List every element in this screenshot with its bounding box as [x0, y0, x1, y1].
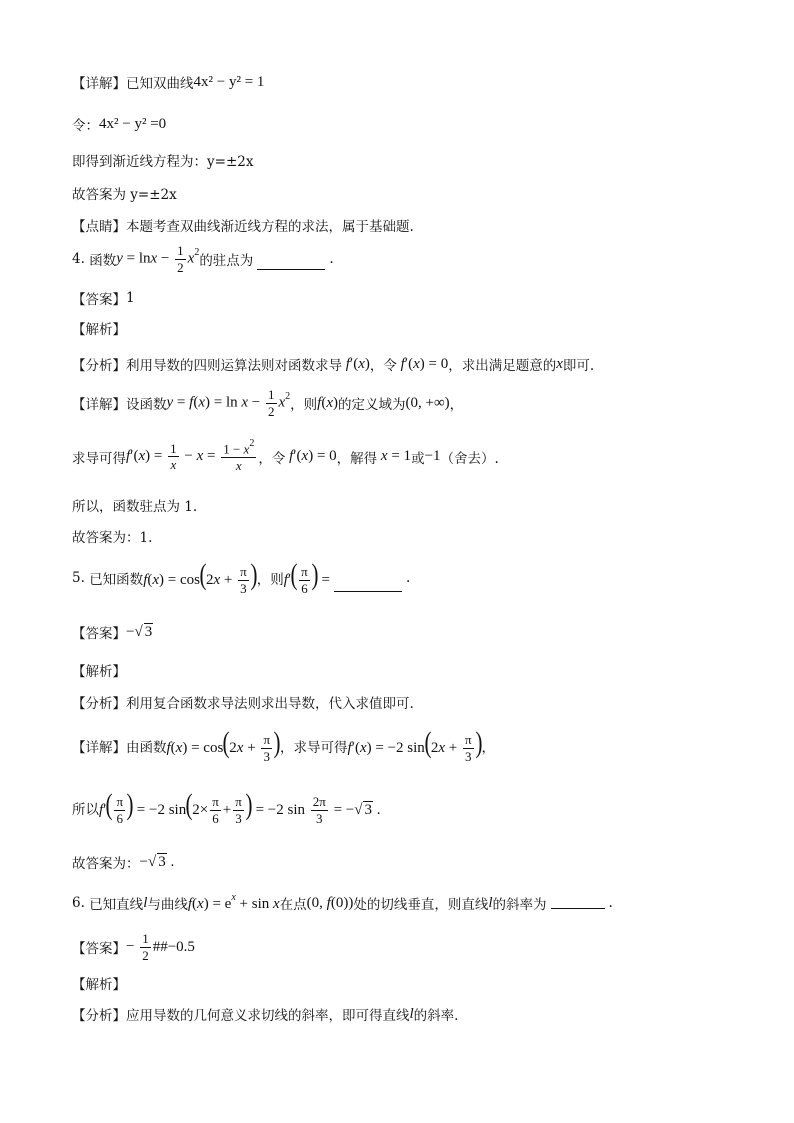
- q5-so-line: [72, 790, 380, 826]
- q4-final-text: 故答案为：1.: [72, 530, 153, 546]
- let-line: [72, 114, 166, 134]
- q5-xiangjie-deriv: f′(x) = −2 sin(2x + $\frac{\pi}{3}$ ): [347, 726, 483, 765]
- q4-so-text: 所以，函数驻点为 1.: [72, 499, 198, 515]
- question-6: 6. 已知直线 l 与曲线 $f(x) = e^x + \sin x$ 在点 (0, f(0)) 处的切线垂直，则直线 l 的斜率为 .: [72, 891, 613, 913]
- q4-xiangjie-label: 【详解】: [72, 397, 126, 414]
- q4-final-line: [72, 526, 152, 546]
- q5-final-text: 故答案为：: [72, 856, 140, 872]
- q4-xiangjie-t3: 的定义域为: [338, 397, 406, 414]
- q4-fenxi-t1: 利用导数的四则运算法则对函数求导: [126, 358, 342, 374]
- q6-t4: 处的切线垂直，则直线: [353, 897, 489, 913]
- q4-answer-value: 1: [126, 290, 135, 306]
- q5-xiangjie-t2: ，求导可得: [280, 739, 348, 756]
- answer-line-3: [72, 183, 177, 203]
- q4-fenxi-t3: ，求出满足题意的: [448, 358, 557, 374]
- q4-xiangjie-line: [72, 388, 463, 418]
- q5-fprime-value: f′( $\frac{\pi}{6}$ ) =: [283, 558, 330, 597]
- q6-fenxi-t1: 应用导数的几何意义求切线的斜率，即可得直线: [126, 1008, 410, 1024]
- q5-xiangjie-t1: 由函数: [126, 739, 167, 756]
- q5-mid: ，则: [256, 571, 284, 588]
- q4-function: y = lnx − $\frac{1}{2}$ $x^2$: [116, 243, 200, 275]
- q6-fenxi-t2: 的斜率.: [413, 1008, 459, 1024]
- q5-jiexi-label: 【解析】: [72, 664, 126, 680]
- comment-text: 本题考查双曲线渐近线方程的求法，属于基础题.: [126, 219, 414, 235]
- q6-t3: 在点: [279, 897, 307, 913]
- q5-function: f(x) = cos(2x + $\frac{\pi}{3}$ ): [143, 558, 258, 597]
- q6-fenxi-l: l: [409, 1005, 414, 1022]
- q4-so-line: [72, 495, 197, 515]
- q4-deriv-t4: 或: [411, 450, 425, 467]
- asymptote-line: [72, 150, 253, 170]
- detail-hyperbola-line: [72, 72, 264, 92]
- question-4: 4. 函数 y = lnx − $\frac{1}{2}$ $x^2$ 的驻点为 .: [72, 243, 334, 275]
- q5-answer-value: −√ 3: [126, 624, 153, 640]
- q4-deriv-t5: （舍去）.: [440, 450, 499, 467]
- q6-answer-value: − $\frac{1}{2}$: [126, 931, 149, 963]
- q5-xiangjie-function: f(x) = cos(2x + $\frac{\pi}{3}$ ): [166, 726, 281, 765]
- question-5: 5. 已知函数 f(x) = cos(2x + $\frac{\pi}{3}$ ) ，则 f′( $\frac{\pi}{6}$ ) = .: [72, 558, 411, 597]
- q6-jiexi-line: [72, 973, 126, 993]
- q4-deriv-t2: ，令: [258, 450, 286, 467]
- let-equation: 4x² − y² =0: [99, 115, 167, 132]
- q4-answer-blank[interactable]: [257, 268, 325, 270]
- q4-xiangjie-t2: ，则: [290, 397, 318, 414]
- q4-xiangjie-t1: 设函数: [126, 397, 167, 414]
- q5-final-line: [72, 852, 174, 872]
- q4-deriv-expression: f′(x) = $\frac{1}{x}$ − x = $\frac{1 - x^2}{x}$: [126, 438, 255, 473]
- q6-point: (0, f(0)): [306, 894, 354, 911]
- q6-t5: 的斜率为: [492, 897, 547, 913]
- q4-fenxi-x: x: [556, 355, 563, 372]
- comment-line: [72, 215, 414, 235]
- answer-text-3: 故答案为 y=±2x: [72, 187, 177, 203]
- q6-t1: 已知直线: [89, 897, 144, 913]
- q4-post: 的驻点为: [199, 253, 254, 270]
- q6-jiexi-label: 【解析】: [72, 977, 126, 993]
- q5-so-t1: 所以: [72, 801, 99, 818]
- q5-xiangjie-t3: ，: [481, 739, 496, 756]
- q5-fenxi-label: 【分析】: [72, 696, 126, 712]
- detail-label: 【详解】: [72, 76, 126, 92]
- q4-fenxi-eq: f′(x) = 0: [400, 355, 449, 372]
- q6-answer-line: [72, 932, 195, 962]
- q5-xiangjie-line: [72, 728, 495, 764]
- q6-answer-blank[interactable]: [551, 907, 605, 909]
- q5-answer-line: [72, 622, 153, 642]
- q4-deriv-x2: −1: [424, 448, 441, 465]
- q6-curve: $f(x) = e^x + \sin x$: [187, 891, 280, 912]
- q4-answer-line: [72, 288, 135, 308]
- q6-t2: 与曲线: [147, 897, 188, 913]
- q4-number: 4.: [72, 251, 85, 268]
- q4-answer-label: 【答案】: [72, 292, 126, 308]
- comment-label: 【点睛】: [72, 219, 126, 235]
- q4-deriv-t3: ，解得: [336, 450, 378, 467]
- q4-xiangjie-function: y = f(x) = ln x − $\frac{1}{2}$ $x^2$: [166, 387, 291, 419]
- q5-xiangjie-label: 【详解】: [72, 739, 126, 756]
- q5-fenxi-text: 利用复合函数求导法则求出导数，代入求值即可.: [126, 696, 414, 712]
- q5-final-value: −√ 3 .: [139, 854, 175, 870]
- q4-jiexi-line: [72, 318, 126, 338]
- q4-fenxi-t2: ，令: [369, 358, 397, 374]
- q5-fenxi-line: [72, 692, 414, 712]
- q4-fenxi-t4: 即可.: [562, 358, 595, 374]
- q5-pre: 已知函数: [89, 571, 144, 588]
- q4-fenxi-label: 【分析】: [72, 358, 126, 374]
- q4-xiangjie-t4: ，: [449, 397, 464, 414]
- q4-jiexi-label: 【解析】: [72, 322, 126, 338]
- q4-deriv-eq: f′(x) = 0: [289, 448, 337, 465]
- q5-answer-blank[interactable]: [334, 590, 402, 592]
- hyperbola-equation: 4x² − y² = 1: [193, 73, 265, 90]
- q6-fenxi-line: [72, 1004, 458, 1024]
- q4-xiangjie-domain: (0, +∞): [405, 394, 450, 411]
- q4-fenxi-fprime: f′(x): [345, 355, 370, 372]
- q6-number: 6.: [72, 895, 85, 911]
- q6-line-l2: l: [488, 894, 493, 911]
- let-text: 令：: [72, 118, 99, 134]
- q5-answer-label: 【答案】: [72, 626, 126, 642]
- q4-xiangjie-fx: f(x): [317, 394, 339, 411]
- q4-deriv-x1: x = 1: [380, 448, 412, 465]
- q5-jiexi-line: [72, 660, 126, 680]
- q4-derivative-line: [72, 438, 499, 473]
- q5-so-expression: f′( $\frac{\pi}{6}$ ) = −2 sin(2× $\frac{\pi}{6}$ + $\frac{\pi}{3}$ ) = −2 sin $\frac{2\pi}{3}$ = −√ 3 .: [99, 788, 381, 827]
- q6-answer-tail: ##−0.5: [152, 938, 195, 955]
- q4-pre: 函数: [89, 253, 117, 270]
- q6-fenxi-label: 【分析】: [72, 1008, 126, 1024]
- q4-fenxi-line: [72, 354, 594, 374]
- q5-number: 5.: [72, 569, 85, 586]
- q6-line-l: l: [143, 894, 148, 911]
- q6-answer-label: 【答案】: [72, 941, 126, 958]
- detail-text: 已知双曲线: [126, 76, 194, 92]
- asymptote-text: 即得到渐近线方程为：y=±2x: [72, 154, 254, 170]
- q4-deriv-t1: 求导可得: [72, 450, 126, 467]
